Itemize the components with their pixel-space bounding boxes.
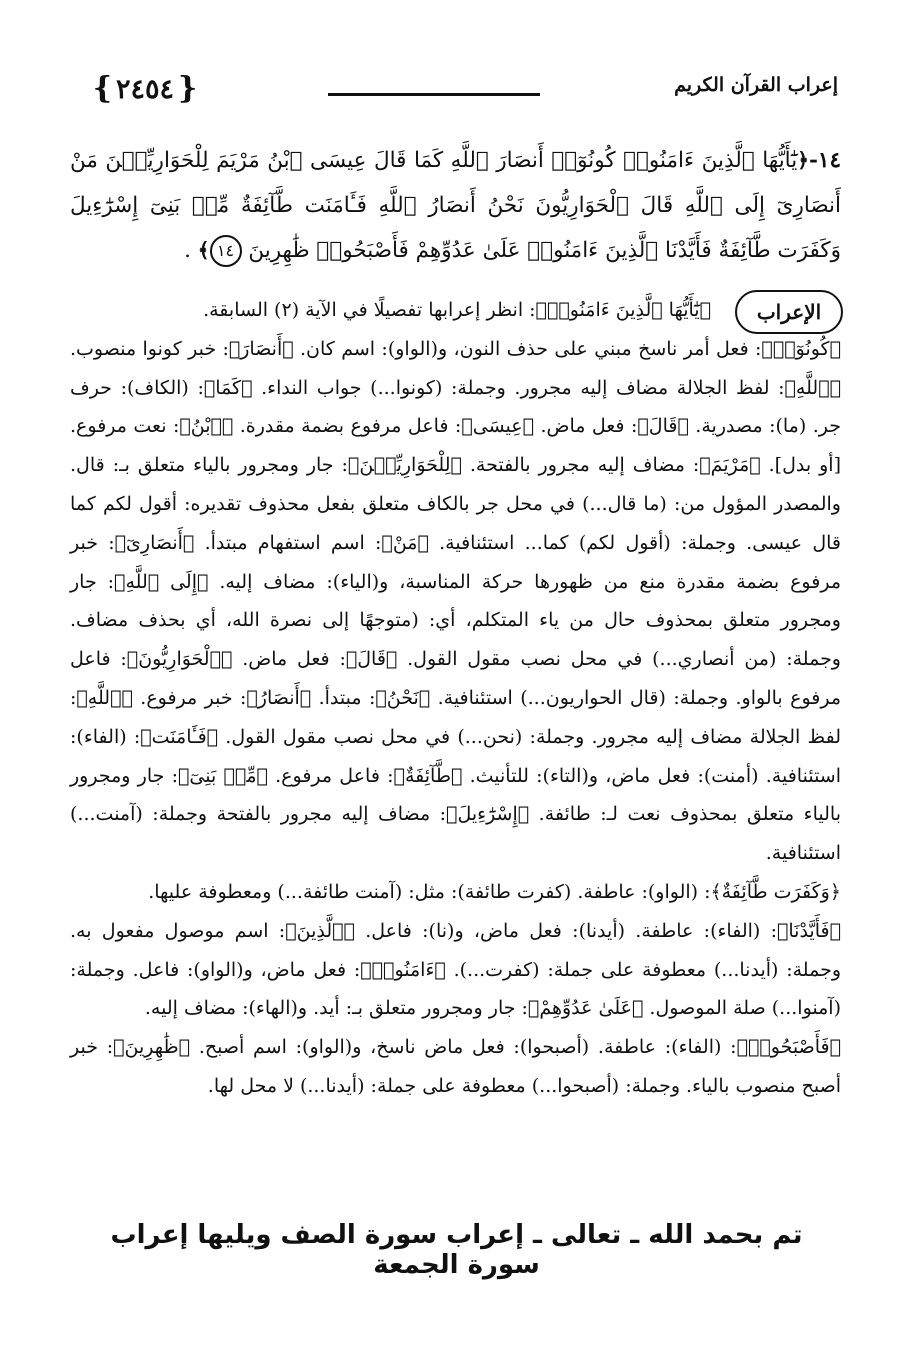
- header-divider: [328, 93, 540, 96]
- ayah-end-marker: ١٤: [210, 235, 242, 267]
- irab-paragraph: ﴿وَكَفَرَت طَّآئِفَةٌ﴾: (الواو): عاطفة. (كفرت طائفة): مثل: (آمنت طائفة...) ومعطوفة عليها.: [148, 880, 841, 903]
- verse-end-dot: .: [184, 238, 191, 263]
- verse-number: ١٤-: [808, 148, 841, 173]
- irab-body: [70, 291, 841, 1106]
- book-title: إعراب القرآن الكريم: [674, 74, 838, 96]
- page-header: [60, 68, 838, 112]
- irab-paragraph: ﴿فَأَيَّدْنَا﴾: (الفاء): عاطفة. (أيدنا): فعل ماض، و(نا): فاعل. ﴿ٱلَّذِينَ﴾: اسم موصول مفعول به. وجملة: (أيدنا...) معطوفة على جملة: (كفرت...). ﴿ءَامَنُوا۟﴾: فعل ماض، و(الواو): فاعل. وجملة: (آمنوا...) صلة الموصول. ﴿عَلَىٰ عَدُوِّهِمْ﴾: جار ومجرور متعلق بـ: أيد. و(الهاء): مضاف إليه.: [70, 919, 841, 1020]
- irab-paragraph: ﴿يَٰٓأَيُّهَا ٱلَّذِينَ ءَامَنُوا۟﴾: انظر إعرابها تفصيلًا في الآية (٢) السابقة.: [203, 299, 711, 321]
- verse-text: يَٰٓأَيُّهَا ٱلَّذِينَ ءَامَنُوا۟ كُونُوٓا۟ أَنصَارَ ٱللَّهِ كَمَا قَالَ عِيسَى ٱبْنُ مَرْيَمَ لِلْحَوَارِيِّـۧنَ مَنْ أَنصَارِىٓ إِلَى ٱللَّهِ قَالَ ٱلْحَوَارِيُّونَ نَحْنُ أَنصَارُ ٱللَّهِ فَـَٔامَنَت طَّآئِفَةٌ مِّنۢ بَنِىٓ إِسْرَٰٓءِيلَ وَكَفَرَت طَّآئِفَةٌ فَأَيَّدْنَا ٱلَّذِينَ ءَامَنُوا۟ عَلَىٰ عَدُوِّهِمْ فَأَصْبَحُوا۟ ظَٰهِرِينَ: [70, 148, 841, 263]
- verse-close-bracket: ﴾: [197, 238, 210, 262]
- irab-paragraph: ﴿فَأَصْبَحُوا۟﴾: (الفاء): عاطفة. (أصبحوا): فعل ماض ناسخ، و(الواو): اسم أصبح. ﴿ظَٰهِرِينَ﴾: خبر أصبح منصوب بالياء. وجملة: (أصبحوا...) معطوفة على جملة: (أيدنا...) لا محل لها.: [70, 1036, 841, 1097]
- irab-paragraph: ﴿كُونُوٓا۟﴾: فعل أمر ناسخ مبني على حذف النون، و(الواو): اسم كان. ﴿أَنصَارَ﴾: خبر كونوا منصوب. ﴿ٱللَّهِ﴾: لفظ الجلالة مضاف إليه مجرور. وجملة: (كونوا...) جواب النداء. ﴿كَمَا﴾: (الكاف): حرف جر. (ما): مصدرية. ﴿قَالَ﴾: فعل ماض. ﴿عِيسَى﴾: فاعل مرفوع بضمة مقدرة. ﴿ٱبْنُ﴾: نعت مرفوع. [أو بدل]. ﴿مَرْيَمَ﴾: مضاف إليه مجرور بالفتحة. ﴿لِلْحَوَارِيِّـۧنَ﴾: جار ومجرور بالياء متعلق بـ: قال. والمصدر المؤول من: (ما قال...) في محل جر بالكاف متعلق بفعل محذوف تقديره: أقول لكم كما قال عيسى. وجملة: (أقول لكم) كما... استئنافية. ﴿مَنْ﴾: اسم استفهام مبتدأ. ﴿أَنصَارِىٓ﴾: خبر مرفوع بضمة مقدرة منع من ظهورها حركة المناسبة، و(الياء): مضاف إليه. ﴿إِلَى ٱللَّهِ﴾: جار ومجرور متعلق بمحذوف حال من ياء المتكلم، أي: (متوجهًا إلى نصرة الله، أي بحذف مضاف. وجملة: (من أنصاري...) في محل نصب مقول القول. ﴿قَالَ﴾: فعل ماض. ﴿ٱلْحَوَارِيُّونَ﴾: فاعل مرفوع بالواو. وجملة: (قال الحواريون...) استئنافية. ﴿نَحْنُ﴾: مبتدأ. ﴿أَنصَارُ﴾: خبر مرفوع. ﴿ٱللَّهِ﴾: لفظ الجلالة مضاف إليه مجرور. وجملة: (نحن...) في محل نصب مقول القول. ﴿فَـَٔامَنَت﴾: (الفاء): استئنافية. (أمنت): فعل ماض، و(التاء): للتأنيث. ﴿طَّآئِفَةٌ﴾: فاعل مرفوع. ﴿مِّنۢ بَنِىٓ﴾: جار ومجرور بالياء متعلق بمحذوف نعت لـ: طائفة. ﴿إِسْرَٰٓءِيلَ﴾: مضاف إليه مجرور بالفتحة وجملة: (آمنت...) استئنافية.: [70, 337, 841, 865]
- page-number-box: { ٢٤٥٤ }: [92, 71, 198, 106]
- quran-verse: [70, 138, 841, 273]
- closing-note: تم بحمد الله ـ تعالى ـ إعراب سورة الصف ويليها إعراب سورة الجمعة: [110, 1220, 803, 1280]
- page-number: ٢٤٥٤: [115, 73, 174, 105]
- irab-heading-badge: الإعراب: [735, 290, 843, 334]
- verse-open-bracket: ﴿: [797, 148, 809, 172]
